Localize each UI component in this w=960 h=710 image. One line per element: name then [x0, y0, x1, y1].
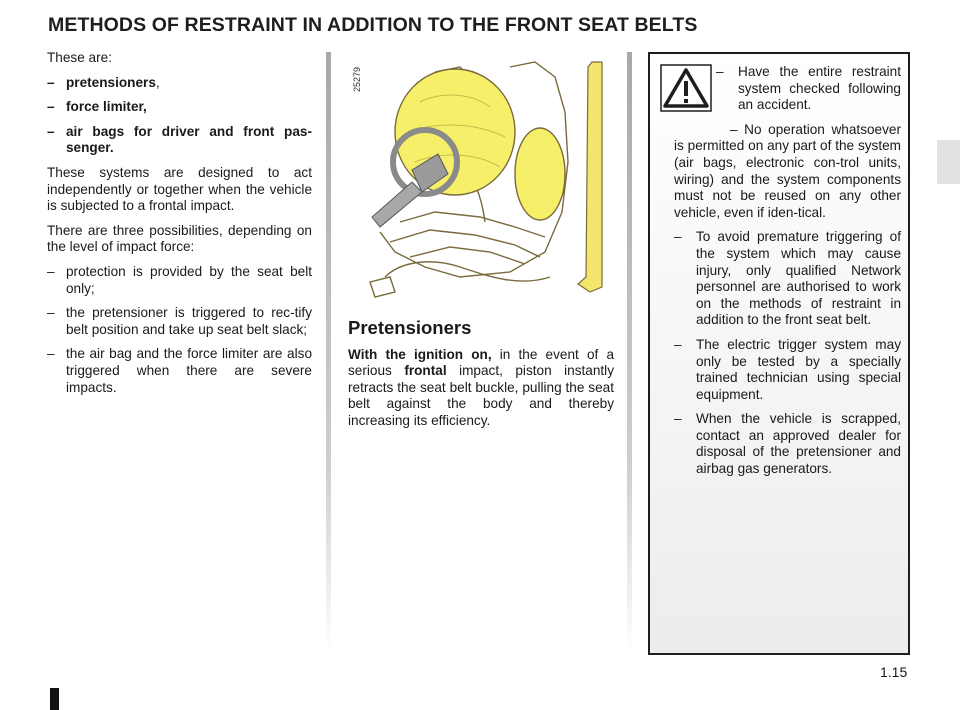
list-item: – protection is provided by the seat belt only;: [47, 263, 312, 296]
pretensioners-section: [348, 317, 615, 430]
section-tab: [937, 140, 960, 184]
list-item: – the air bag and the force limiter are also triggered when there are severe impacts.: [47, 346, 312, 395]
corner-mark: [50, 688, 59, 710]
body-paragraph: With the ignition on, in the event of a serious frontal impact, piston instantly retracts the seat belt buckle, pulling the seat belt against the body and thereby increasing its efficiency.: [348, 346, 615, 428]
list-item: – Have the entire restraint system checked following an accident.: [716, 64, 901, 113]
left-column: [47, 50, 312, 404]
list-item: – To avoid premature triggering of the system which may cause injury, only qualified Network personnel are authorised to work on the methods of restraint in addition to the front seat belt.: [674, 229, 901, 328]
steering-column: [372, 182, 422, 227]
seat-belt-webbing: [578, 62, 602, 292]
list-item: – the pretensioner is triggered to rec-tify belt position and take up seat belt slack;: [47, 305, 312, 337]
body-paragraph: These systems are designed to act independently or together when the vehicle is subjected to a frontal impact.: [47, 164, 312, 214]
list-item: – force limiter,: [47, 99, 147, 115]
passenger-airbag: [515, 128, 565, 220]
warning-box: [648, 52, 910, 655]
page-number: 1.15: [880, 664, 908, 680]
airbag-illustration: [340, 52, 620, 307]
body-paragraph: – No operation whatsoever is permitted on any part of the system (air bags, electronic con-trol units, wiring) and the system components must not be reused on any other vehicle, even if iden-tical.: [674, 121, 901, 220]
intro-text: These are:: [47, 50, 112, 65]
list-item: – air bags for driver and front pas-senger.: [47, 123, 312, 156]
body-paragraph: There are three possibilities, depending on the level of impact force:: [47, 222, 312, 255]
list-item: – pretensioners,: [47, 74, 160, 90]
list-item: – When the vehicle is scrapped, contact an approved dealer for disposal of the pretensioner and airbag gas generators.: [674, 411, 901, 477]
list-item: – The electric trigger system may only be tested by a specially trained technician using special equipment.: [674, 336, 901, 402]
page-title: METHODS OF RESTRAINT IN ADDITION TO THE FRONT SEAT BELTS: [48, 14, 698, 36]
figure-reference: 25279: [352, 66, 362, 92]
warning-text: [674, 64, 901, 486]
section-heading: Pretensioners: [348, 317, 472, 338]
column-divider: [326, 52, 331, 652]
column-divider: [627, 52, 632, 652]
